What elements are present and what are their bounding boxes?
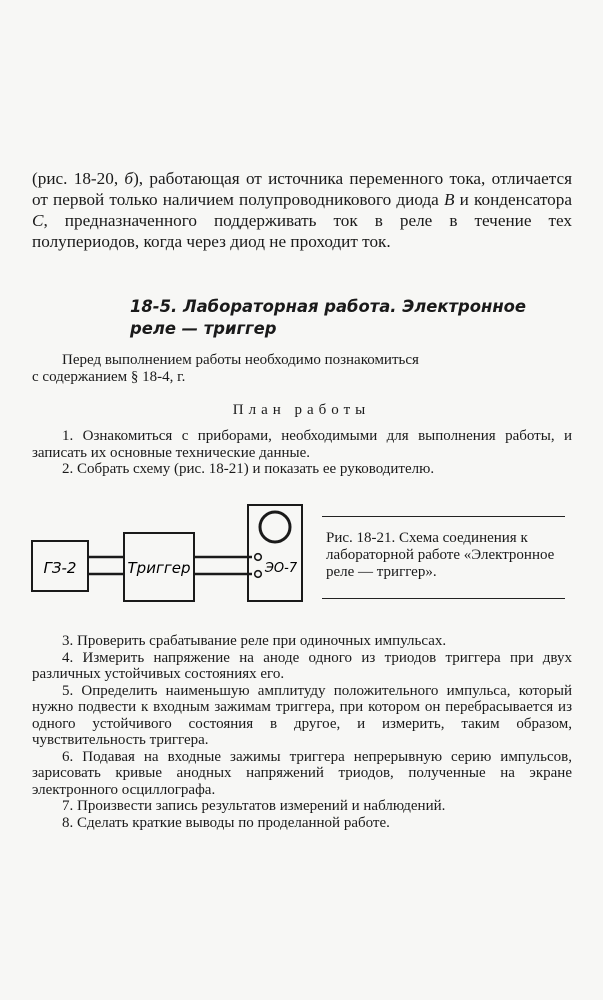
step-item: 4. Измерить напряжение на аноде одного из триодов триггера при двух различных устойчивых состояниях его. [32, 649, 572, 682]
caption-rule-top [322, 516, 565, 517]
generator-label: ГЗ-2 [43, 559, 77, 577]
intro-fig-letter: б [124, 169, 134, 188]
steps-list-top [32, 428, 572, 478]
preface-paragraph [32, 352, 572, 385]
preface-line-1: Перед выполнением работы необходимо познакомиться [62, 352, 419, 368]
terminal-icon [255, 571, 262, 578]
terminal-icon [255, 554, 262, 561]
connection-diagram [0, 495, 322, 615]
plan-title: План работы [232, 402, 371, 418]
section-heading-line-2: реле — триггер [130, 319, 277, 338]
step-item: 3. Проверить срабатывание реле при одиночных импульсах. [62, 633, 447, 649]
section-heading-line-1: 18-5. Лабораторная работа. Электронное [130, 297, 527, 316]
steps-list-bottom [32, 633, 572, 831]
step-item: 1. Ознакомиться с приборами, необходимыми для выполнения работы, и записать их основные технические данные. [32, 428, 572, 461]
figure-caption: Рис. 18-21. Схема соединения к лабораторной работе «Электронное реле — триггер». [326, 530, 555, 580]
intro-text-1: (рис. 18-20, [32, 169, 125, 188]
intro-capacitor-letter: С [32, 211, 44, 230]
intro-text-2: ), работающая от источника переменного тока, отличается от первой только наличием полупроводникового диода [32, 169, 572, 209]
intro-paragraph [32, 168, 572, 252]
section-heading [130, 296, 550, 340]
trigger-label: Триггер [127, 559, 191, 577]
intro-text-3: и конденсатора [454, 190, 572, 209]
intro-diode-letter: В [443, 190, 455, 209]
intro-text-4: , предназначенного поддерживать ток в реле в течение тех полупериодов, когда через диод не проходит ток. [32, 211, 572, 251]
step-item: 6. Подавая на входные зажимы триггера непрерывную серию импульсов, зарисовать кривые анодных напряжений триодов, полученные на экране электронного осциллографа. [32, 748, 572, 798]
oscilloscope-label: ЭО-7 [264, 561, 298, 576]
oscilloscope-block [248, 505, 302, 601]
step-item: 7. Произвести запись результатов измерений и наблюдений. [62, 798, 446, 814]
preface-line-2: с содержанием § 18-4, г. [32, 368, 186, 385]
caption-rule-bottom [322, 598, 565, 599]
oscilloscope-screen-icon [260, 512, 290, 542]
step-item: 2. Собрать схему (рис. 18-21) и показать ее руководителю. [62, 461, 435, 477]
step-item: 8. Сделать краткие выводы по проделанной работе. [62, 814, 390, 831]
step-item: 5. Определить наименьшую амплитуду положительного импульса, который нужно подвести к входным зажимам триггера, при котором он перебрасывается из одного устойчивого состояния в другое, и измерить, таким образом, чувствительность триггера. [32, 682, 572, 748]
